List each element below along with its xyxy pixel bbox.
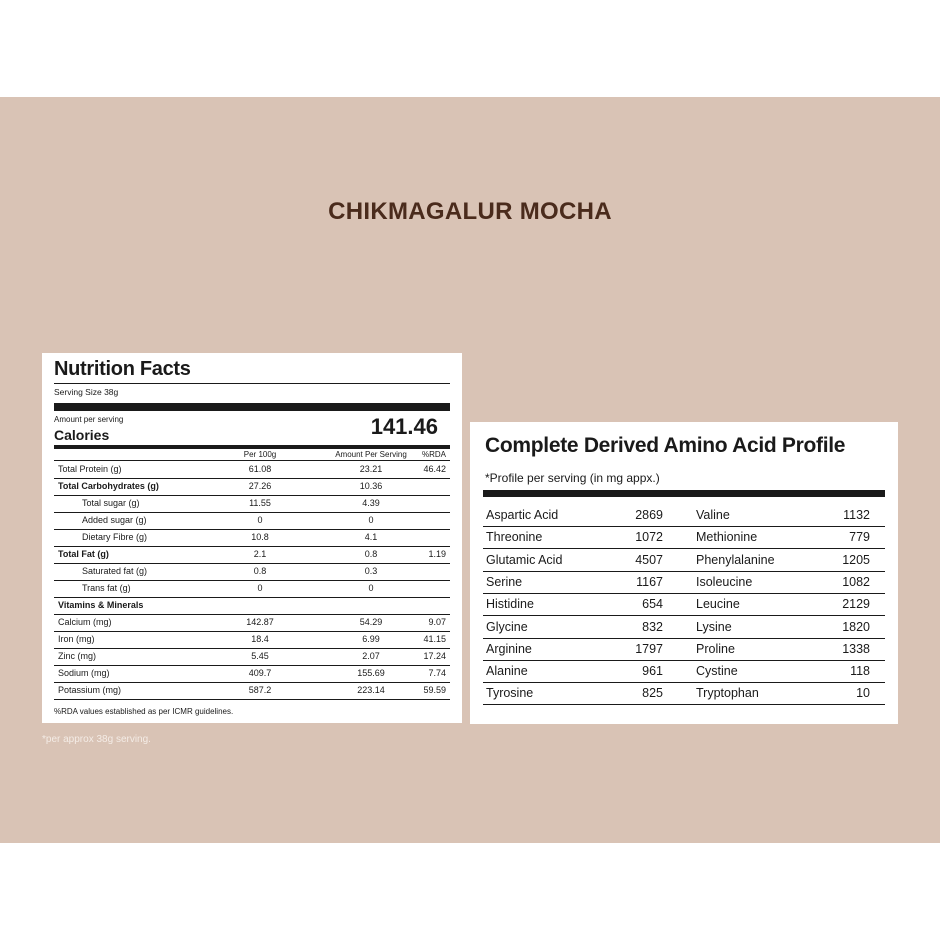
nutrient-label: Sodium (mg) [58, 668, 110, 678]
nutrient-label: Added sugar (g) [82, 515, 147, 525]
amount-per-serving-label: Amount per serving [54, 415, 124, 424]
amino-name: Aspartic Acid [486, 508, 559, 522]
nutrition-facts-panel [42, 353, 462, 723]
amino-subheading: *Profile per serving (in mg appx.) [485, 471, 660, 485]
rda-value: 9.07 [428, 617, 446, 627]
amino-name: Glutamic Acid [486, 552, 563, 567]
nutrition-row [54, 512, 450, 530]
rda-value: 41.15 [423, 634, 446, 644]
per-100g-value: 0 [257, 583, 263, 593]
per-serving-value: 54.29 [359, 617, 383, 627]
per-serving-value: 223.14 [357, 685, 385, 695]
amino-name: Cystine [696, 664, 738, 679]
col-header-per100: Per 100g [243, 450, 277, 459]
per-serving-value: 6.99 [362, 634, 380, 644]
calories-label: Calories [54, 427, 110, 443]
amino-row [483, 616, 885, 639]
rda-note: %RDA values established as per ICMR guidelines. [54, 707, 234, 716]
amino-value: 825 [642, 686, 663, 701]
per-serving-value: 0.3 [364, 566, 378, 576]
amino-value: 118 [850, 664, 870, 679]
nutrient-label: Calcium (mg) [58, 617, 112, 627]
nutrient-label: Potassium (mg) [58, 685, 122, 695]
nutrient-label: Trans fat (g) [82, 583, 131, 593]
amino-value: 1072 [635, 530, 663, 545]
amino-name: Lysine [696, 619, 732, 634]
amino-name: Arginine [486, 641, 532, 656]
amino-row [483, 549, 885, 572]
nutrition-heading: Nutrition Facts [54, 358, 191, 380]
nutrition-row [54, 682, 450, 700]
per-serving-value: 155.69 [357, 668, 385, 678]
amino-value: 1167 [636, 574, 663, 589]
amino-value: 1820 [842, 619, 870, 634]
col-header-rda: %RDA [421, 450, 446, 459]
amino-name: Valine [696, 508, 730, 522]
amino-name: Isoleucine [696, 574, 753, 589]
per-100g-value: 5.45 [251, 651, 269, 661]
amino-name: Leucine [696, 597, 740, 612]
nutrition-row [54, 614, 450, 632]
nutrient-label: Total Protein (g) [58, 464, 122, 474]
per-serving-value: 0 [368, 583, 374, 593]
rda-value: 46.42 [423, 464, 446, 474]
nutrition-row [54, 529, 450, 547]
per-serving-value: 23.21 [359, 464, 383, 474]
amino-row [483, 504, 885, 527]
amino-value: 832 [642, 619, 663, 634]
nutrient-label: Iron (mg) [58, 634, 95, 644]
amino-row [483, 526, 885, 549]
amino-value: 1205 [842, 552, 870, 567]
per-serving-value: 0 [368, 515, 374, 525]
amino-value: 961 [642, 664, 663, 679]
nutrient-label: Dietary Fibre (g) [82, 532, 148, 542]
per-serving-value: 0.8 [364, 549, 378, 559]
amino-value: 1338 [842, 641, 870, 656]
amino-row [483, 593, 885, 616]
nutrition-row [54, 546, 450, 564]
nutrition-row [54, 631, 450, 649]
amino-row [483, 682, 885, 705]
col-header-serving: Amount Per Serving [335, 450, 407, 459]
per-100g-value: 18.4 [251, 634, 269, 644]
nutrition-row [54, 478, 450, 496]
amino-value: 1132 [843, 508, 870, 522]
amino-name: Glycine [486, 619, 528, 634]
per-100g-value: 10.8 [251, 532, 269, 542]
divider-thick [54, 403, 450, 411]
amino-value: 1082 [842, 574, 870, 589]
nutrition-row [54, 495, 450, 513]
calories-value: 141.46 [370, 414, 438, 439]
amino-row [483, 660, 885, 683]
serving-size: Serving Size 38g [54, 387, 119, 397]
amino-value: 779 [849, 530, 870, 545]
amino-name: Histidine [486, 597, 534, 612]
rda-value: 59.59 [423, 685, 446, 695]
nutrient-label: Zinc (mg) [58, 651, 96, 661]
amino-acid-panel [470, 422, 898, 724]
amino-value: 2869 [635, 508, 663, 522]
rda-value: 1.19 [428, 549, 446, 559]
divider-thick [483, 490, 885, 497]
per-100g-value: 11.55 [249, 498, 271, 508]
amino-row [483, 638, 885, 661]
nutrition-row [54, 597, 450, 615]
serving-footnote: *per approx 38g serving. [42, 734, 151, 745]
per-100g-value: 587.2 [248, 685, 272, 695]
per-100g-value: 0.8 [253, 566, 267, 576]
per-100g-value: 142.87 [246, 617, 274, 627]
amino-name: Tryptophan [696, 686, 759, 701]
divider [54, 383, 450, 384]
amino-name: Alanine [486, 664, 528, 679]
per-100g-value: 0 [257, 515, 263, 525]
amino-name: Tyrosine [486, 686, 534, 701]
nutrition-row [54, 461, 450, 479]
per-100g-value: 61.08 [248, 464, 272, 474]
amino-row [483, 571, 885, 594]
rda-value: 7.74 [428, 668, 446, 678]
divider-medium [54, 445, 450, 449]
nutrient-label: Total Carbohydrates (g) [58, 481, 159, 491]
amino-name: Phenylalanine [696, 552, 775, 567]
nutrient-label: Total Fat (g) [58, 549, 109, 559]
nutrition-row [54, 648, 450, 666]
rda-value: 17.24 [423, 651, 446, 661]
per-100g-value: 27.26 [248, 481, 272, 491]
amino-value: 4507 [635, 552, 663, 567]
product-title: CHIKMAGALUR MOCHA [328, 198, 612, 225]
per-serving-value: 2.07 [362, 651, 380, 661]
nutrient-label: Total sugar (g) [82, 498, 140, 508]
per-100g-value: 2.1 [253, 549, 267, 559]
amino-value: 10 [856, 686, 870, 701]
per-serving-value: 4.39 [362, 498, 380, 508]
amino-name: Threonine [486, 530, 543, 545]
amino-value: 1797 [635, 641, 663, 656]
amino-name: Serine [486, 574, 523, 589]
nutrition-row [54, 563, 450, 581]
nutrient-label: Vitamins & Minerals [58, 600, 144, 610]
per-100g-value: 409.7 [248, 668, 272, 678]
nutrition-row [54, 580, 450, 598]
nutrient-label: Saturated fat (g) [82, 566, 148, 576]
nutrition-row [54, 665, 450, 683]
amino-name: Proline [696, 641, 735, 656]
amino-value: 2129 [842, 597, 870, 612]
per-serving-value: 4.1 [364, 532, 378, 542]
amino-name: Methionine [696, 530, 758, 545]
per-serving-value: 10.36 [359, 481, 383, 491]
amino-heading: Complete Derived Amino Acid Profile [485, 434, 846, 457]
amino-value: 654 [642, 597, 663, 612]
